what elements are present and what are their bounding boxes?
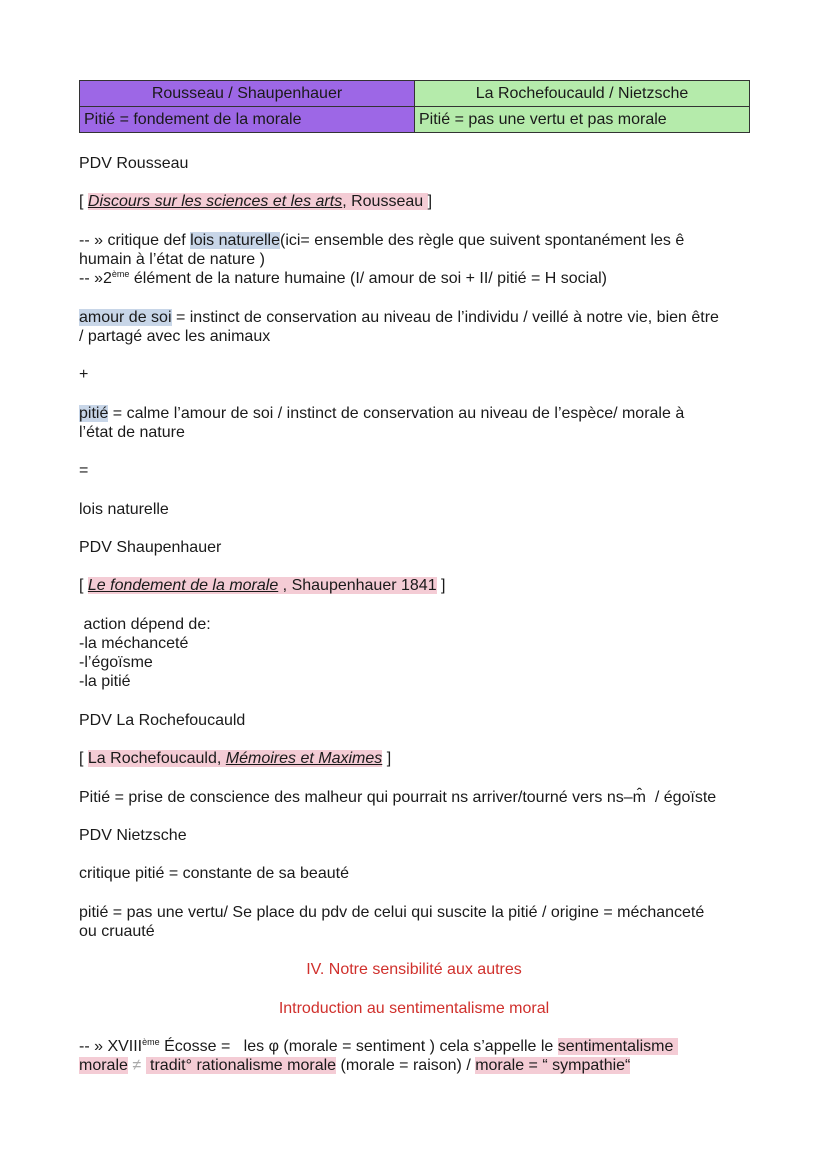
note-line	[79, 269, 607, 289]
table-cell-left: Pitié = fondement de la morale	[80, 107, 415, 133]
note-line: / partagé avec les animaux	[79, 328, 271, 345]
heading-pdv-rousseau: PDV Rousseau	[79, 155, 189, 172]
bracket-close: ]	[427, 193, 433, 210]
note-line: lois naturelle	[79, 501, 169, 518]
comparison-table	[79, 80, 750, 133]
reference-shaupenhauer	[79, 576, 445, 596]
list-item: -l’égoïsme	[79, 654, 153, 671]
text-span: (ici= ensemble des règle que suivent spontanément les ê	[279, 232, 685, 249]
highlight-morale: morale	[79, 1057, 128, 1074]
reference-highlight	[88, 750, 382, 767]
bracket-open: [	[79, 750, 88, 767]
bracket-open: [	[79, 577, 88, 594]
section-title: IV. Notre sensibilité aux autres	[306, 961, 522, 978]
reference-title: Le fondement de la morale	[87, 577, 279, 594]
text-span: -- » XVIII	[79, 1038, 143, 1055]
highlight-sentimentalisme: sentimentalisme	[557, 1038, 678, 1055]
equals-sign: =	[79, 462, 89, 479]
reference-author: La Rochefoucauld,	[87, 750, 226, 767]
note-line	[79, 231, 684, 251]
highlight-sympathie: morale = “ sympathie“	[475, 1057, 631, 1074]
highlight-rationalisme: tradit° rationalisme morale	[145, 1057, 337, 1074]
not-equal-sign: ≠	[127, 1057, 146, 1074]
text-span: élément de la nature humaine (I/ amour de soi + II/ pitié = H social)	[129, 270, 607, 287]
note-line	[79, 308, 719, 328]
superscript: ème	[111, 269, 130, 279]
note-line: l’état de nature	[79, 424, 185, 441]
table-row	[80, 81, 750, 107]
bracket-close: ]	[436, 577, 446, 594]
list-item: -la pitié	[79, 673, 131, 690]
highlight-amour-de-soi: amour de soi	[79, 309, 172, 326]
reference-rousseau	[79, 192, 432, 212]
note-line: Pitié = prise de conscience des malheur qui pourrait ns arriver/tourné vers ns–m̂ / égoïste	[79, 789, 717, 806]
table-row	[80, 107, 750, 133]
text-span: -- »2	[79, 270, 112, 287]
list-item: -la méchanceté	[79, 635, 189, 652]
table-header-left: Rousseau / Shaupenhauer	[80, 81, 415, 107]
table-cell-right: Pitié = pas une vertu et pas morale	[415, 107, 750, 133]
note-line	[79, 1037, 678, 1057]
note-line	[79, 1056, 630, 1076]
superscript: ème	[142, 1037, 160, 1047]
text-span: Écosse = les φ (morale = sentiment ) cela s’appelle le	[159, 1038, 558, 1055]
section-subtitle: Introduction au sentimentalisme moral	[278, 1000, 550, 1017]
heading-pdv-shaupenhauer: PDV Shaupenhauer	[79, 539, 222, 556]
reference-highlight	[88, 577, 437, 594]
reference-highlight	[88, 193, 428, 210]
table-header-right: La Rochefoucauld / Nietzsche	[415, 81, 750, 107]
note-line: ou cruauté	[79, 923, 155, 940]
note-line	[79, 404, 684, 424]
note-line: action dépend de:	[79, 616, 211, 633]
text-span: -- » critique def	[79, 232, 191, 249]
reference-title: Mémoires et Maximes	[225, 750, 383, 767]
highlight-pitie: pitié	[79, 405, 109, 422]
heading-pdv-nietzsche: PDV Nietzsche	[79, 827, 187, 844]
heading-pdv-rochefoucauld: PDV La Rochefoucauld	[79, 712, 246, 729]
text-span: (morale = raison) /	[336, 1057, 476, 1074]
note-line: pitié = pas une vertu/ Se place du pdv de celui qui suscite la pitié / origine = méchanceté	[79, 904, 705, 921]
note-line: humain à l’état de nature )	[79, 251, 265, 268]
reference-title: Discours sur les sciences et les arts	[87, 193, 343, 210]
plus-sign: +	[79, 366, 89, 383]
highlight-lois-naturelle: lois naturelle	[190, 232, 280, 249]
bracket-open: [	[79, 193, 88, 210]
reference-author: , Rousseau	[342, 193, 428, 210]
text-span: = instinct de conservation au niveau de l’individu / veillé à notre vie, bien être	[171, 309, 719, 326]
reference-rochefoucauld	[79, 749, 391, 769]
note-line: critique pitié = constante de sa beauté	[79, 865, 349, 882]
bracket-close: ]	[382, 750, 392, 767]
reference-author: , Shaupenhauer 1841	[278, 577, 437, 594]
text-span: = calme l’amour de soi / instinct de conservation au niveau de l’espèce/ morale à	[108, 405, 685, 422]
